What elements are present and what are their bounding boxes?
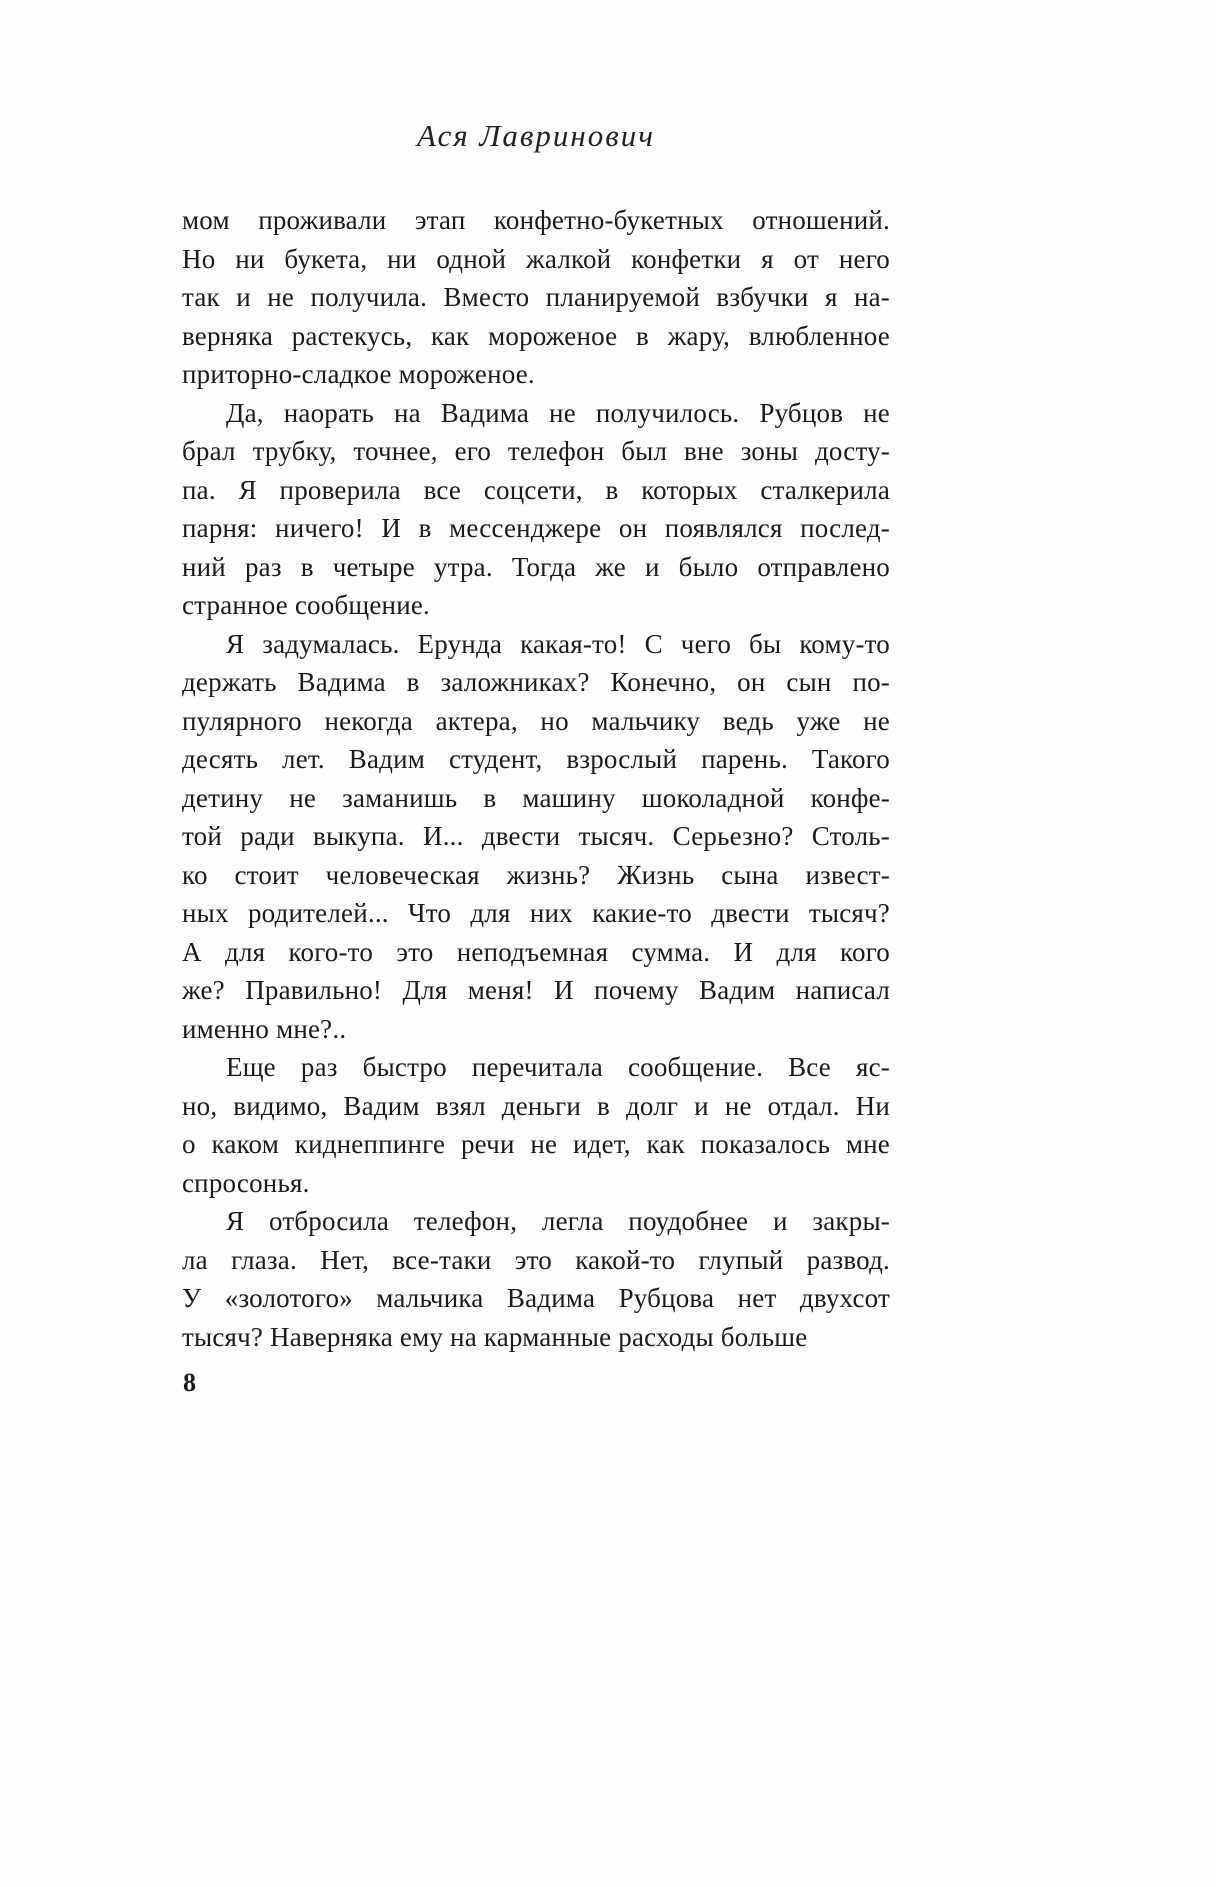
paragraph — [182, 201, 890, 394]
page-number: 8 — [183, 1368, 196, 1397]
paragraph — [182, 625, 890, 1049]
text-line: ных родителей... Что для них какие-то двести тысяч? — [182, 898, 890, 928]
text-line: парня: ничего! И в мессенджере он появлялся послед- — [182, 513, 890, 543]
text-line: именно мне?.. — [182, 1013, 347, 1044]
text-line: па. Я проверила все соцсети, в которых сталкерила — [182, 474, 890, 505]
text-line: но, видимо, Вадим взял деньги в долг и не отдал. Ни — [182, 1090, 890, 1121]
text-line: тысяч? Наверняка ему на карманные расходы больше — [182, 1321, 808, 1352]
text-line: той ради выкупа. И... двести тысяч. Серьезно? Столь- — [182, 821, 890, 851]
text-line: Я отбросила телефон, легла поудобнее и закры- — [226, 1206, 890, 1236]
text-line: десять лет. Вадим студент, взрослый парень. Такого — [182, 744, 890, 774]
text-line: о каком киднеппинге речи не идет, как показалось мне — [182, 1129, 890, 1159]
text-line: ний раз в четыре утра. Тогда же и было отправлено — [182, 551, 890, 582]
text-line: же? Правильно! Для меня! И почему Вадим написал — [182, 975, 890, 1005]
text-line: странное сообщение. — [182, 590, 430, 620]
text-line: приторно-сладкое мороженое. — [182, 359, 535, 389]
text-line: так и не получила. Вместо планируемой взбучки я на- — [182, 282, 890, 312]
text-line: держать Вадима в заложниках? Конечно, он сын по- — [182, 667, 890, 697]
text-line: детину не заманишь в машину шоколадной конфе- — [182, 782, 890, 813]
text-line: ла глаза. Нет, все-таки это какой-то глупый развод. — [182, 1244, 890, 1275]
text-line: ко стоит человеческая жизнь? Жизнь сына извест- — [182, 859, 890, 890]
text-line: пулярного некогда актера, но мальчику ведь уже не — [182, 705, 890, 736]
paragraph — [182, 1202, 890, 1356]
text-line: Да, наорать на Вадима не получилось. Рубцов не — [226, 397, 890, 428]
text-line: Еще раз быстро перечитала сообщение. Все яс- — [226, 1052, 890, 1082]
text-line: спросонья. — [182, 1167, 310, 1198]
body-text — [182, 201, 890, 1356]
text-line: верняка растекусь, как мороженое в жару, влюбленное — [182, 320, 890, 351]
text-line: брал трубку, точнее, его телефон был вне зоны досту- — [182, 436, 890, 466]
paragraph — [182, 1048, 890, 1202]
paragraph — [182, 394, 890, 625]
text-line: А для кого-то это неподъемная сумма. И для кого — [182, 936, 890, 967]
text-line: У «золотого» мальчика Вадима Рубцова нет двухсот — [182, 1283, 890, 1313]
running-header: Ася Лавринович — [417, 118, 655, 153]
text-line: Я задумалась. Ерунда какая-то! С чего бы кому-то — [226, 628, 890, 659]
text-line: Но ни букета, ни одной жалкой конфетки я от него — [182, 243, 890, 274]
text-line: мом проживали этап конфетно-букетных отношений. — [182, 205, 890, 235]
